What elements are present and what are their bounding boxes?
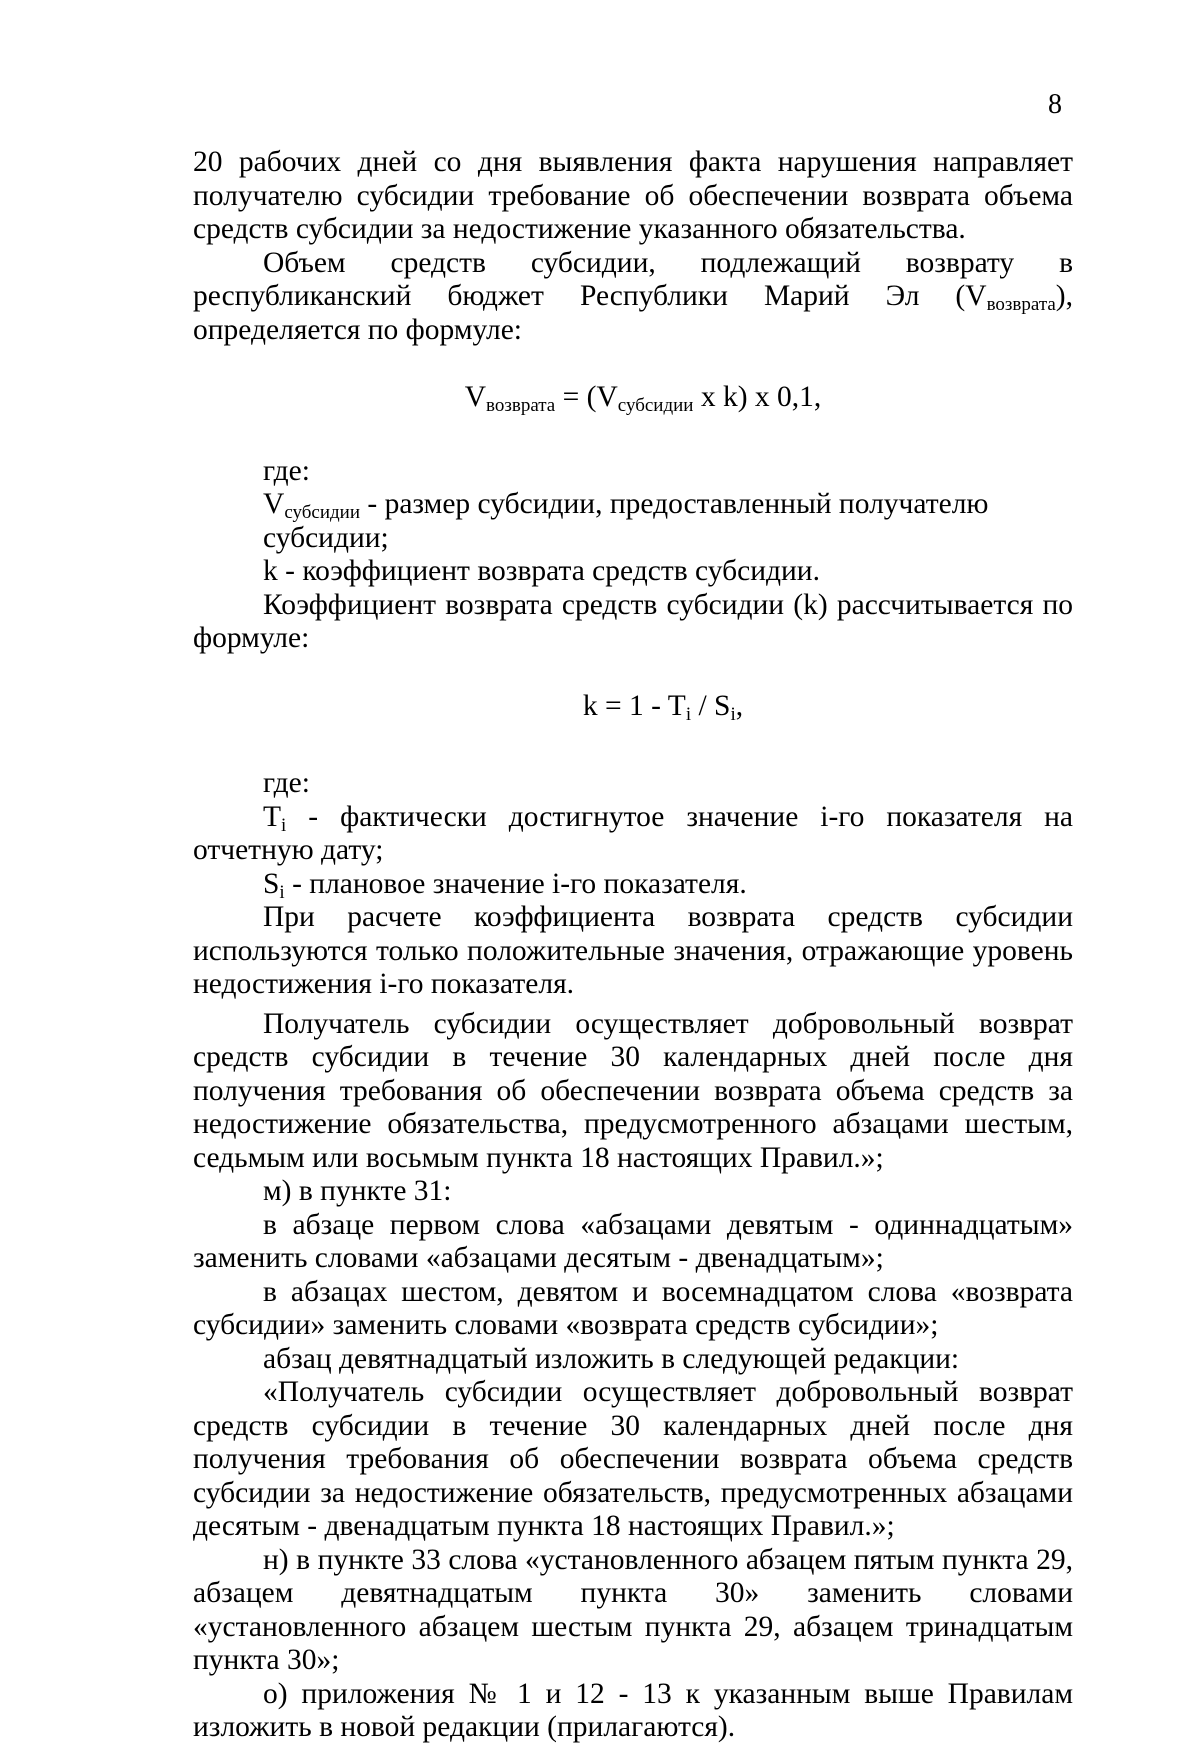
paragraph: н) в пункте 33 слова «установленного абзацем пятым пункта 29, абзацем девятнадцатым пункта 30» заменить словами «установленного абзацем шестым пункта 29, абзацем тринадцатым пункта 30»; xyxy=(193,1543,1073,1676)
where-label: где: xyxy=(263,454,310,487)
volume-paragraph: Объем средств субсидии, подлежащий возврату в республиканский бюджет Республики Марий Эл $(V_{возврата})$, определяется по формуле: xyxy=(193,246,1073,346)
definition-t: $T_i$ - фактически достигнутое значение i-го показателя на отчетную дату; xyxy=(193,800,1073,866)
paragraph: в абзаце первом слова «абзацами девятым - одиннадцатым» заменить словами «абзацами десятым - двенадцатым»; xyxy=(193,1208,1073,1274)
paragraph: При расчете коэффициента возврата средств субсидии используются только положительные значения, отражающие уровень недостижения i-го показателя. xyxy=(193,901,1073,1000)
paragraph: Получатель субсидии осуществляет добровольный возврат средств субсидии в течение 30 календарных дней после дня получения требования об обеспечении возврата объема средств за недостижение обязательства, предусмотренного абзацами шестым, седьмым или восьмым пункта 18 настоящих Правил.»; xyxy=(193,1007,1073,1174)
paragraph: абзац девятнадцатый изложить в следующей редакции: xyxy=(263,1342,960,1375)
paragraph: м) в пункте 31: xyxy=(263,1175,452,1207)
page-number: 8 xyxy=(1048,89,1062,120)
where-label: где: xyxy=(263,767,310,799)
definition-s: $S_i$ - плановое значение i-го показателя. xyxy=(263,867,747,903)
definition-v-subsidy: $V_{субсидии}$ - размер субсидии, предоставленный получателю субсидии; xyxy=(263,488,989,554)
document-body xyxy=(193,146,1073,1745)
definition-k: k - коэффициент возврата средств субсидии. xyxy=(263,555,820,587)
coefficient-paragraph: Коэффициент возврата средств субсидии (k) рассчитывается по формуле: xyxy=(193,588,1073,654)
paragraph: о) приложения № 1 и 12 - 13 к указанным выше Правилам изложить в новой редакции (прилагаются). xyxy=(193,1677,1073,1743)
intro-paragraph: 20 рабочих дней со дня выявления факта нарушения направляет получателю субсидии требование об обеспечении возврата объема средств субсидии за недостижение указанного обязательства. xyxy=(193,146,1073,245)
formula-return-volume: $V_{возврата} = (V_{субсидии}$ x k) x 0,1, xyxy=(464,381,822,416)
formula-coefficient: $k = 1 - T_i / S_i$, xyxy=(582,689,744,725)
paragraph: в абзацах шестом, девятом и восемнадцатом слова «возврата субсидии» заменить словами «возврата средств субсидии»; xyxy=(193,1275,1073,1341)
paragraph: «Получатель субсидии осуществляет добровольный возврат средств субсидии в течение 30 календарных дней после дня получения требования об обеспечении возврата объема средств субсидии за недостижение обязательств, предусмотренных абзацами десятым - двенадцатым пункта 18 настоящих Правил.»; xyxy=(193,1376,1073,1542)
